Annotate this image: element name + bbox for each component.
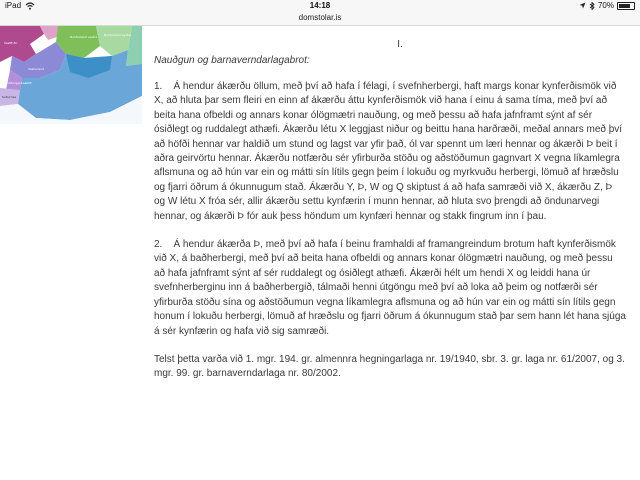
map-label-nordurland-vestra: Norðurland vestra: [70, 35, 98, 39]
map-label-nordurland-eystra: Norðurland eystra: [104, 33, 132, 37]
status-right: [579, 1, 635, 10]
charge-paragraph-2: 2. Á hendur ákærða Þ, með því að hafa í beinu framhaldi af framangreindum brotum haft kynferðismök við X, á baðherbergi, með því að beita hana ofbeldi og annars konar ólögmætri nauðung, og með þessu að hafa jafnframt sýnt af sér ruddalegt og ósiðlegt athæfi. Ákærði hélt um hendi X og leiddi hana úr svefnherberginu inn á baðherbergið, tálmaði henni útgöngu með því að loka að þeim og notfærði sér yfirburða stöðu sína og aðstöðumun vegna líkamlegra aflsmuna og að hún var ein og mátti sín lítils gegn honum í lokuðu herbergi, lömuð af hræðslu og fjarri öðrum á ókunnugum stað þar sem hann lét hana sjúga á sér kynfærin og hafa við sig samræði.: [154, 239, 626, 337]
status-bar: [0, 0, 640, 12]
section-heading: Nauðgun og barnaverndarlagabrot:: [154, 55, 310, 66]
map-label-sudurnes: Suðurnes: [2, 95, 17, 99]
clock: 14:18: [309, 1, 331, 10]
map-label-vestfirdir: Vestfirðir: [4, 41, 18, 45]
iceland-region-map: [0, 26, 142, 124]
address-bar[interactable]: [0, 12, 640, 26]
battery-fill: [619, 4, 630, 8]
location-arrow-icon: [579, 2, 586, 9]
legal-provision-paragraph: Telst þetta varða við 1. mgr. 194. gr. almennra hegningarlaga nr. 19/1940, sbr. 3. gr. laga nr. 61/2007, og 3. mgr. 99. gr. barnaverndarlaga nr. 80/2002.: [154, 353, 625, 380]
map-label-hofudborgarsvaedid: Höfuðborgarsvæðið: [2, 81, 32, 85]
map-label-vesturland: Vesturland: [28, 67, 45, 71]
battery-percent: 70%: [597, 1, 614, 10]
indictment-document: [154, 38, 626, 382]
device-label: iPad: [5, 1, 22, 10]
section-numeral: I.: [397, 39, 403, 50]
battery-icon: [617, 2, 635, 10]
charge-paragraph-1: 1. Á hendur ákærðu öllum, með því að hafa í félagi, í svefnherbergi, haft margs konar kynferðismök við X, að hluta þar sem fleiri en einn af ákærðu áttu kynferðismök við hana í einu á sama tíma, með því að beita hana ofbeldi og annars konar ólögmætri nauðung, og með þessu að hafa jafnframt sýnt af sér ósiðlegt og ruddalegt athæfi. Ákærðu létu X leggjast niður og beittu hana harðræði, meðal annars með því að höfði hennar var haldið um stund og lagst var yfir það, ól var spennt um læri hennar og ákærði Þ beit í aðra geirvörtu hennar. Ákærðu notfærðu sér yfirburða stöðu og aðstöðumun gagnvart X vegna líkamlegra aflsmuna og að hún var ein og mátti sín lítils gegn þeim í lokuðu og myrkvuðu herbergi, lömuð af hræðslu og fjarri öðrum á ókunnugum stað. Ákærðu Y, Þ, W og Q skiptust á að hafa samræði við X, ákærðu Z, Þ og W létu X fróa sér, allir ákærðu settu kynfærin í munn hennar, að hluta svo þrengdi að öndunarvegi hennar, og ákærði Þ fór auk þess höndum um kynfæri hennar og stakk fingrum inn í þau.: [154, 81, 623, 222]
url-text: domstolar.is: [298, 13, 342, 22]
bluetooth-icon: [589, 2, 595, 10]
